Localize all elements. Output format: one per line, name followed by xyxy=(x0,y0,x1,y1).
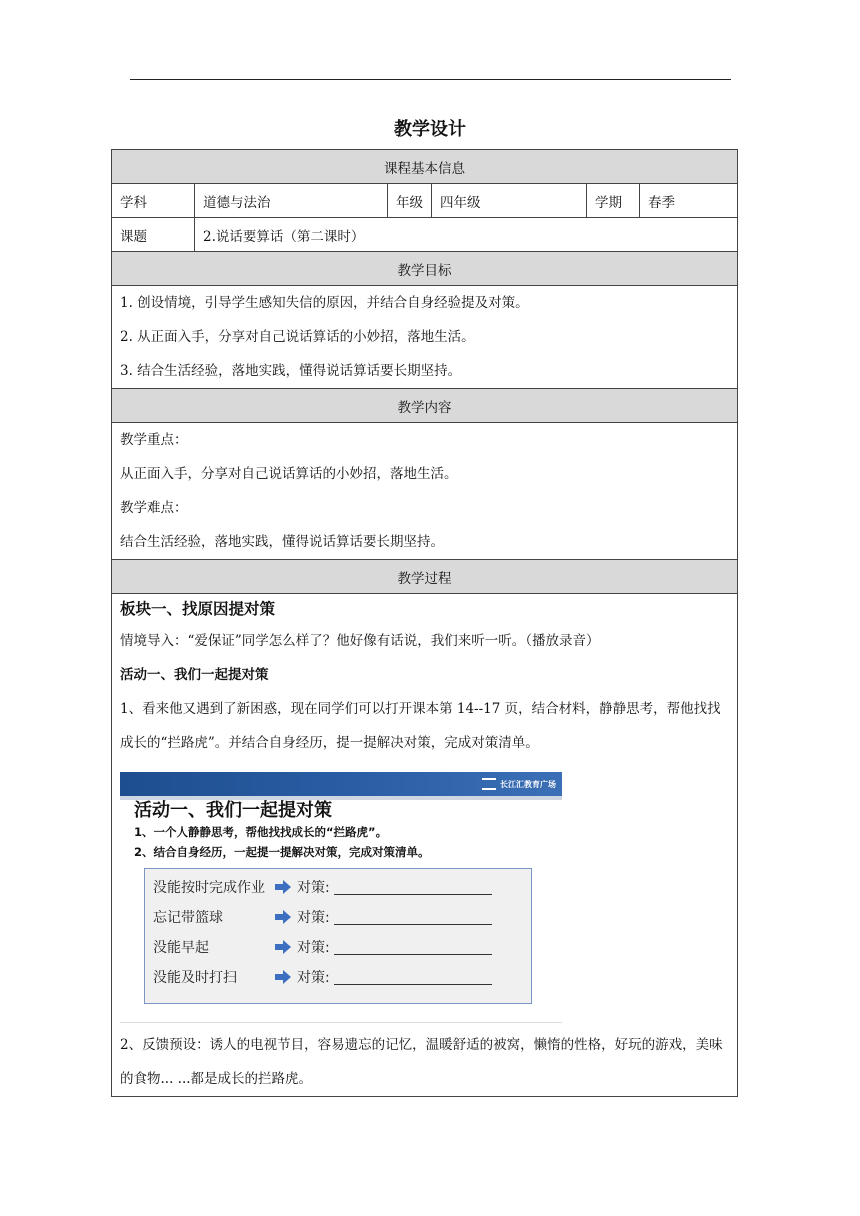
obstacle-label: 没能及时打扫 xyxy=(153,970,237,986)
subject-value: 道德与法治 xyxy=(195,184,388,218)
info-row xyxy=(112,184,738,218)
countermeasure-label: 对策: xyxy=(297,940,330,956)
process-row xyxy=(112,594,738,1097)
term-label: 学期 xyxy=(587,184,640,218)
objectives-cell xyxy=(112,286,738,389)
block-title: 板块一、找原因提对策 xyxy=(120,600,276,618)
countermeasure-row xyxy=(153,877,492,897)
right-arrow-icon xyxy=(275,940,291,954)
term-value: 春季 xyxy=(640,184,738,218)
difficulty-text: 结合生活经验，落地实践，懂得说话算话要长期坚持。 xyxy=(120,534,444,550)
objective-item: 1. 创设情境，引导学生感知失信的原因，并结合自身经验提及对策。 xyxy=(120,295,529,311)
header-rule xyxy=(130,79,731,80)
section-header-basic-info xyxy=(112,150,738,184)
slide-title: 活动一、我们一起提对策 xyxy=(134,800,332,821)
countermeasure-row xyxy=(153,937,492,957)
answer-blank xyxy=(334,940,492,955)
obstacle-label: 没能按时完成作业 xyxy=(153,880,265,896)
answer-blank xyxy=(334,970,492,985)
objectives-row xyxy=(112,286,738,389)
obstacle-label: 没能早起 xyxy=(153,940,209,956)
content-row xyxy=(112,423,738,560)
countermeasure-list xyxy=(144,868,532,1004)
answer-blank xyxy=(334,880,492,895)
step-two-text: 2、反馈预设：诱人的电视节目，容易遗忘的记忆，温暖舒适的被窝，懒惰的性格，好玩的游戏，美味的食物... ...都是成长的拦路虎。 xyxy=(120,1037,723,1087)
topic-row xyxy=(112,218,738,252)
slide-instruction-1: 1、一个人静静思考，帮他找找成长的“拦路虎”。 xyxy=(134,825,388,839)
topic-label: 课题 xyxy=(112,218,195,252)
document-title: 教学设计 xyxy=(394,119,466,140)
step-one-text: 1、看来他又遇到了新困惑，现在同学们可以打开课本第 14--17 页，结合材料，静静思考，帮他找找成长的“拦路虎”。并结合自身经历，提一提解决对策，完成对策清单。 xyxy=(120,701,721,751)
section-title: 教学目标 xyxy=(112,252,738,286)
right-arrow-icon xyxy=(275,880,291,894)
activity-slide-image xyxy=(120,772,562,1022)
countermeasure-row xyxy=(153,907,492,927)
section-title: 教学内容 xyxy=(112,389,738,423)
answer-blank xyxy=(334,910,492,925)
difficulty-label: 教学难点： xyxy=(120,500,188,516)
grade-value: 四年级 xyxy=(432,184,587,218)
slide-bottom-rule xyxy=(120,1022,562,1023)
section-title: 课程基本信息 xyxy=(112,150,738,184)
activity-title: 活动一、我们一起提对策 xyxy=(120,667,269,683)
content-cell xyxy=(112,423,738,560)
section-header-process xyxy=(112,560,738,594)
countermeasure-row xyxy=(153,967,492,987)
logo-icon xyxy=(482,778,496,790)
key-point-label: 教学重点： xyxy=(120,432,188,448)
grade-label: 年级 xyxy=(388,184,432,218)
section-header-content xyxy=(112,389,738,423)
topic-value: 2.说话要算话（第二课时） xyxy=(195,218,738,252)
objective-item: 3. 结合生活经验，落地实践，懂得说话算话要长期坚持。 xyxy=(120,363,462,379)
section-header-objectives xyxy=(112,252,738,286)
countermeasure-label: 对策: xyxy=(297,910,330,926)
subject-label: 学科 xyxy=(112,184,195,218)
countermeasure-label: 对策: xyxy=(297,970,330,986)
intro-text: 情境导入：“爱保证”同学怎么样了？他好像有话说，我们来听一听。（播放录音） xyxy=(120,633,600,649)
slide-logo xyxy=(482,775,556,793)
slide-instruction-2: 2、结合自身经历，一起提一提解决对策，完成对策清单。 xyxy=(134,845,430,859)
obstacle-label: 忘记带篮球 xyxy=(153,910,223,926)
process-cell xyxy=(112,594,738,1097)
logo-text: 长江汇教育广场 xyxy=(500,779,556,789)
right-arrow-icon xyxy=(275,970,291,984)
right-arrow-icon xyxy=(275,910,291,924)
countermeasure-label: 对策: xyxy=(297,880,330,896)
section-title: 教学过程 xyxy=(112,560,738,594)
key-point-text: 从正面入手，分享对自己说话算话的小妙招，落地生活。 xyxy=(120,466,458,482)
lesson-plan-table xyxy=(111,149,738,1097)
objective-item: 2. 从正面入手，分享对自己说话算话的小妙招，落地生活。 xyxy=(120,329,475,345)
